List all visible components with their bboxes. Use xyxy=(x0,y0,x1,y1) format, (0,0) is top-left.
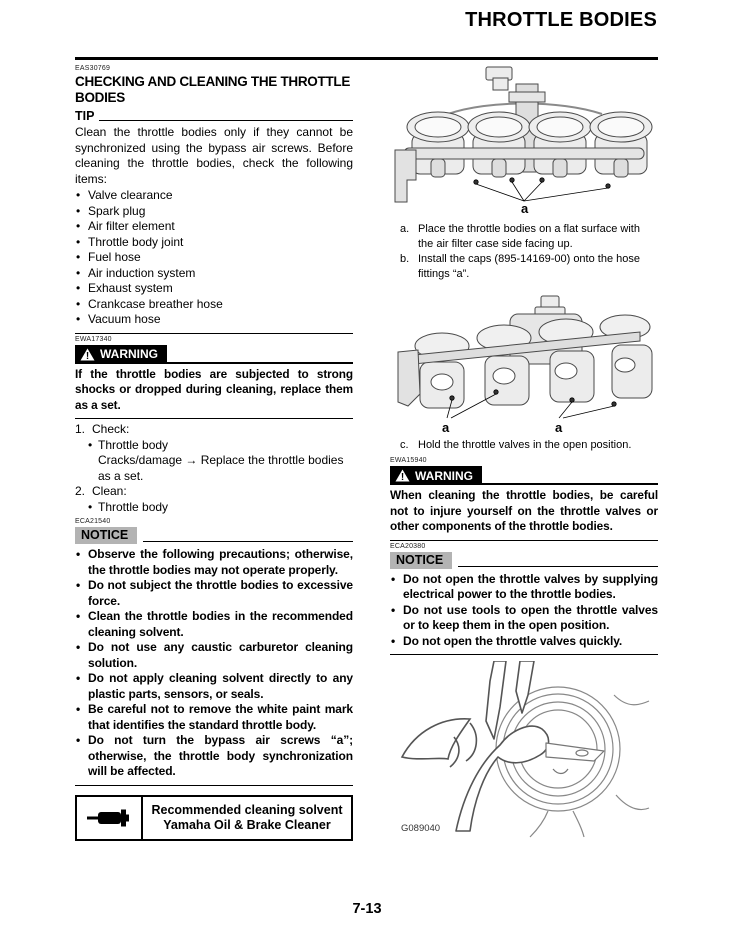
notice-badge: NOTICE xyxy=(390,552,452,569)
section-divider xyxy=(390,540,658,541)
figure-label-a-left: a xyxy=(442,420,450,434)
notice-header xyxy=(390,552,658,569)
list-item: • Vacuum hose xyxy=(75,312,353,328)
step-1 xyxy=(75,422,353,438)
recommended-solvent-box xyxy=(75,795,353,841)
page-number: 7-13 xyxy=(352,901,382,917)
notice-code: ECA21540 xyxy=(75,518,111,525)
notice-item: • Clean the throttle bodies in the recommended cleaning solvent. xyxy=(75,609,353,640)
notice-precautions-list xyxy=(390,572,658,650)
warning-code: EWA15940 xyxy=(390,457,427,464)
warning-underline xyxy=(167,362,353,364)
caption-text: Place the throttle bodies on a flat surface with the air filter case side facing up. xyxy=(418,223,640,250)
figure-throttle-bodies-front xyxy=(390,64,658,214)
right-column xyxy=(390,64,658,839)
solvent-can-icon xyxy=(86,805,132,831)
list-item: • Fuel hose xyxy=(75,250,353,266)
section-code: EAS30769 xyxy=(75,65,111,72)
warning-header xyxy=(390,466,658,485)
caption-c xyxy=(390,438,658,453)
notice-underline xyxy=(143,541,353,542)
notice-header xyxy=(75,527,353,544)
tip-heading xyxy=(75,109,353,123)
warning-badge-label: WARNING xyxy=(100,347,158,361)
caption-letter: c. xyxy=(400,439,409,451)
notice-item: • Observe the following precautions; otherwise, the throttle bodies may not operate properly. xyxy=(75,547,353,578)
tip-label: TIP xyxy=(75,109,95,123)
solvent-value: Yamaha Oil & Brake Cleaner xyxy=(163,817,331,832)
step-title: Check: xyxy=(92,422,130,436)
pre-clean-checklist xyxy=(75,188,353,328)
list-item: • Crankcase breather hose xyxy=(75,297,353,313)
warning-code: EWA17340 xyxy=(75,335,112,343)
step-bullet-item: • Throttle body xyxy=(87,500,353,516)
left-column xyxy=(75,64,353,841)
warning-badge xyxy=(390,466,482,485)
svg-text:!: ! xyxy=(85,350,90,361)
warning-text: If the throttle bodies are subjected to strong shocks or dropped during cleaning, replace them as a set. xyxy=(75,366,353,412)
solvent-icon-cell xyxy=(77,797,143,839)
notice-underline xyxy=(458,566,658,567)
warning-badge-label: WARNING xyxy=(415,468,473,483)
notice-code: ECA20380 xyxy=(390,542,426,550)
caption-a xyxy=(390,222,658,252)
warning-badge xyxy=(75,345,167,364)
figure-hand-holding-valve xyxy=(398,661,650,839)
solvent-text xyxy=(143,797,351,839)
notice-item: • Do not apply cleaning solvent directly to any plastic parts, sensors, or seals. xyxy=(75,671,353,702)
list-item: • Air filter element xyxy=(75,219,353,235)
notice-item: • Do not subject the throttle bodies to excessive force. xyxy=(75,578,353,609)
caption-letter: a. xyxy=(400,223,410,235)
list-item: • Throttle body joint xyxy=(75,235,353,251)
warning-header xyxy=(75,345,353,364)
tip-underline xyxy=(99,120,353,121)
list-item: • Air induction system xyxy=(75,266,353,282)
figure-throttle-bodies-angled xyxy=(390,294,658,434)
caption-text: Hold the throttle valves in the open position. xyxy=(418,439,632,451)
step-title: Clean: xyxy=(92,484,127,498)
notice-item: • Do not open the throttle valves quickly. xyxy=(390,634,658,650)
notice-badge: NOTICE xyxy=(75,527,137,544)
figure-code: G089040 xyxy=(401,823,441,834)
list-item: • Valve clearance xyxy=(75,188,353,204)
section-divider xyxy=(390,654,658,655)
warning-triangle-icon xyxy=(395,469,410,482)
notice-precautions-list xyxy=(75,547,353,780)
solvent-title: Recommended cleaning solvent xyxy=(151,802,343,817)
section-divider xyxy=(75,418,353,419)
notice-item: • Do not use any caustic carburetor cleaning solution. xyxy=(75,640,353,671)
step-bullet-item: • Throttle body xyxy=(87,438,353,454)
notice-item: • Do not open the throttle valves by supplying electrical power to the throttle bodies. xyxy=(390,572,658,603)
step-detail: Cracks/damage → Replace the throttle bodies as a set. xyxy=(98,453,344,483)
notice-item: • Be careful not to remove the white paint mark that identifies the standard throttle body. xyxy=(75,702,353,733)
figure-label-a: a xyxy=(521,201,529,214)
section-divider xyxy=(75,785,353,786)
step-number: 2. xyxy=(75,484,86,498)
figure-label-a-right: a xyxy=(555,420,563,434)
caption-b xyxy=(390,252,658,282)
procedure-steps xyxy=(75,422,353,515)
step-number: 1. xyxy=(75,422,86,436)
notice-item: • Do not turn the bypass air screws “a”; otherwise, the throttle body synchronization will be affected. xyxy=(75,733,353,780)
caption-letter: b. xyxy=(400,253,410,265)
step-2 xyxy=(75,484,353,500)
warning-text: When cleaning the throttle bodies, be careful not to injure yourself on the throttle valves or other components of the throttle bodies. xyxy=(390,488,658,533)
caption-text: Install the caps (895-14169-00) onto the hose fittings “a”. xyxy=(418,253,640,280)
warning-underline xyxy=(482,483,658,485)
page-title: THROTTLE BODIES xyxy=(465,9,657,31)
list-item: • Exhaust system xyxy=(75,281,353,297)
tip-paragraph: Clean the throttle bodies only if they cannot be synchronized using the bypass air screws. Before cleaning the throttle bodies, check the following items: xyxy=(75,125,353,186)
section-divider xyxy=(75,333,353,334)
list-item: • Spark plug xyxy=(75,204,353,220)
notice-item: • Do not use tools to open the throttle valves or to keep them in the open position. xyxy=(390,603,658,634)
svg-text:!: ! xyxy=(400,472,405,482)
header-divider xyxy=(75,57,658,60)
warning-triangle-icon xyxy=(80,348,95,361)
section-heading: CHECKING AND CLEANING THE THROTTLE BODIES xyxy=(75,74,351,105)
figure1-captions xyxy=(390,222,658,282)
